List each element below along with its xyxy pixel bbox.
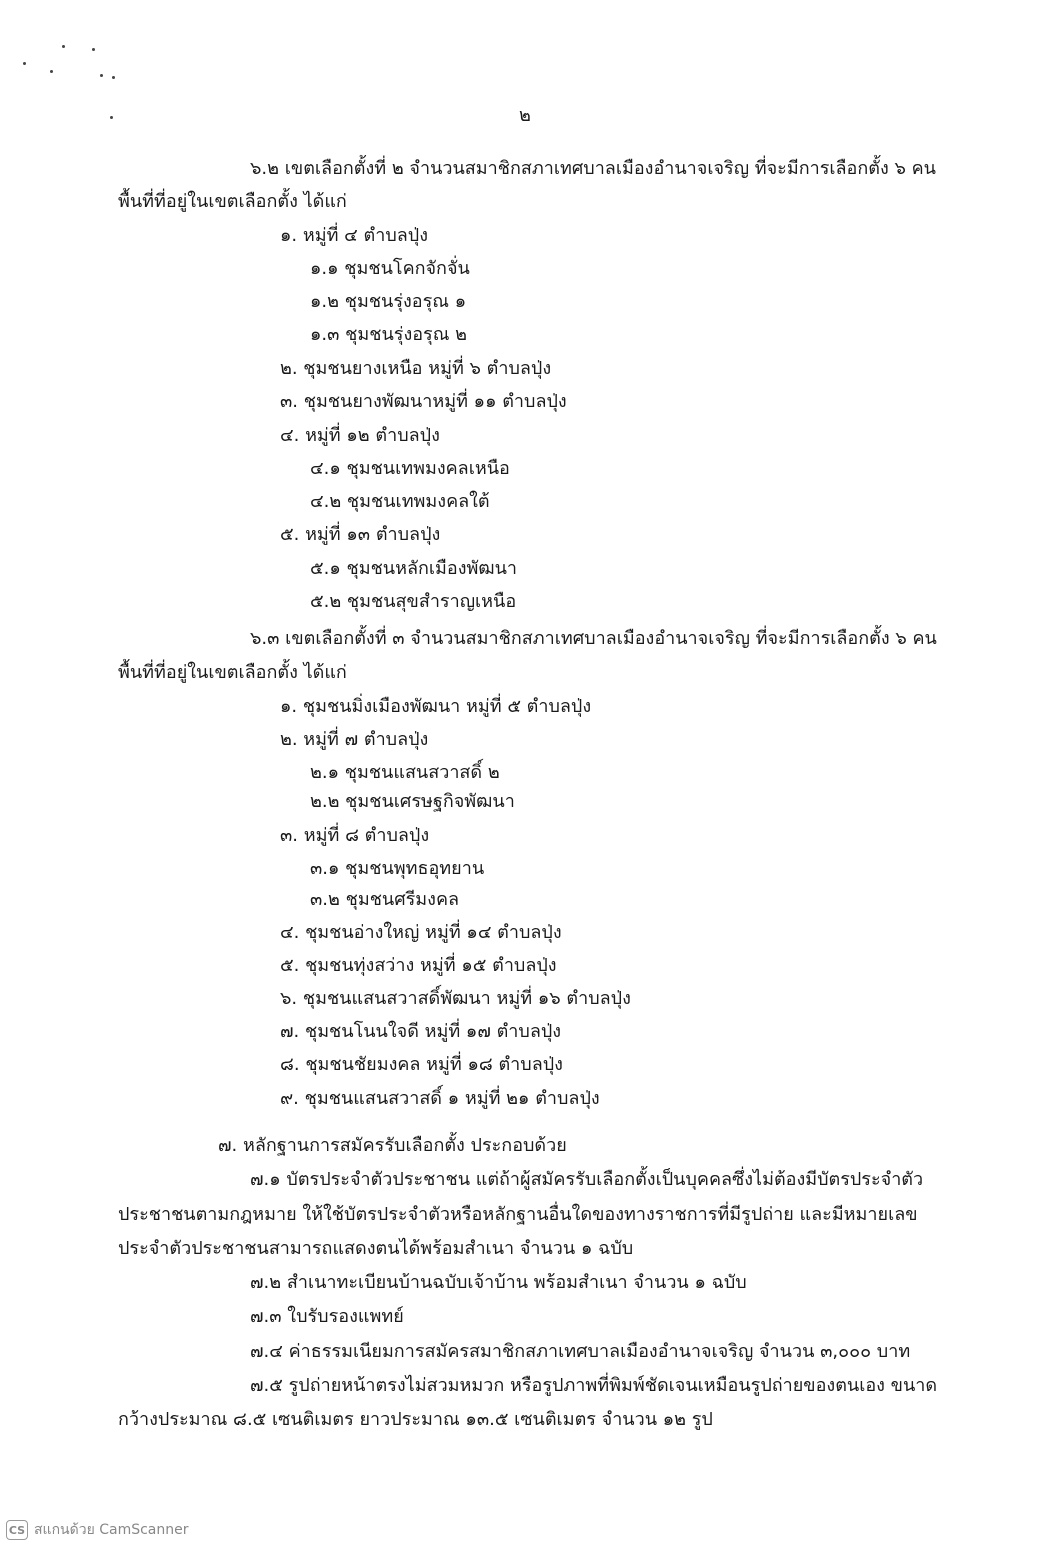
- item-7-5-line: ๗.๕ รูปถ่ายหน้าตรงไม่สวมหมวก หรือรูปภาพที่พิมพ์ชัดเจนเหมือนรูปถ่ายของตนเอง ขนาด: [250, 1375, 938, 1396]
- item-7-1-line: ประจำตัวประชาชนสามารถแสดงตนได้พร้อมสำเนา จำนวน ๑ ฉบับ: [118, 1238, 634, 1259]
- list-item: ๕.๒ ชุมชนสุขสำราญเหนือ: [310, 591, 517, 612]
- scan-speck: [23, 62, 26, 65]
- camscanner-watermark: [6, 1518, 189, 1542]
- scan-speck: [100, 74, 103, 77]
- item-7-4: ๗.๔ ค่าธรรมเนียมการสมัครสมาชิกสภาเทศบาลเมืองอำนาจเจริญ จำนวน ๓,๐๐๐ บาท: [250, 1341, 911, 1362]
- list-item: ๑.๑ ชุมชนโคกจักจั่น: [310, 258, 470, 279]
- watermark-text: สแกนด้วย CamScanner: [34, 1522, 189, 1538]
- item-7-1-line: ประชาชนตามกฎหมาย ให้ใช้บัตรประจำตัวหรือหลักฐานอื่นใดของทางราชการที่มีรูปถ่าย และมีหมายเลข: [118, 1204, 918, 1225]
- list-item: ๓. ชุมชนยางพัฒนาหมู่ที่ ๑๑ ตำบลปุ่ง: [280, 391, 567, 412]
- scan-speck: [92, 48, 95, 51]
- scan-speck: [62, 45, 65, 48]
- list-item: ๒.๑ ชุมชนแสนสวาสดิ์ ๒: [310, 762, 500, 783]
- list-item: ๔.๑ ชุมชนเทพมงคลเหนือ: [310, 458, 510, 479]
- list-item: ๑.๒ ชุมชนรุ่งอรุณ ๑: [310, 291, 467, 312]
- list-item: ๒.๒ ชุมชนเศรษฐกิจพัฒนา: [310, 791, 515, 812]
- scan-speck: [50, 70, 53, 73]
- list-item: ๔. หมู่ที่ ๑๒ ตำบลปุ่ง: [280, 425, 440, 446]
- list-item: ๑. ชุมชนมิ่งเมืองพัฒนา หมู่ที่ ๕ ตำบลปุ่ง: [280, 696, 592, 717]
- item-7-3: ๗.๓ ใบรับรองแพทย์: [250, 1306, 404, 1327]
- section-6-2-heading: ๖.๒ เขตเลือกตั้งที่ ๒ จำนวนสมาชิกสภาเทศบาลเมืองอำนาจเจริญ ที่จะมีการเลือกตั้ง ๖ คน: [250, 158, 936, 179]
- list-item: ๔.๒ ชุมชนเทพมงคลใต้: [310, 491, 490, 512]
- camscanner-logo-icon: CS: [6, 1520, 28, 1540]
- list-item: ๑.๓ ชุมชนรุ่งอรุณ ๒: [310, 324, 467, 345]
- list-item: ๕. ชุมชนทุ่งสว่าง หมู่ที่ ๑๕ ตำบลปุ่ง: [280, 955, 557, 976]
- section-7-heading: ๗. หลักฐานการสมัครรับเลือกตั้ง ประกอบด้วย: [218, 1135, 567, 1156]
- section-6-3-area-label: พื้นที่ที่อยู่ในเขตเลือกตั้ง ได้แก่: [118, 662, 347, 683]
- page-number: ๒: [519, 105, 531, 126]
- section-6-3-heading: ๖.๓ เขตเลือกตั้งที่ ๓ จำนวนสมาชิกสภาเทศบาลเมืองอำนาจเจริญ ที่จะมีการเลือกตั้ง ๖ คน: [250, 628, 937, 649]
- list-item: ๕. หมู่ที่ ๑๓ ตำบลปุ่ง: [280, 524, 441, 545]
- list-item: ๔. ชุมชนอ่างใหญ่ หมู่ที่ ๑๔ ตำบลปุ่ง: [280, 922, 562, 943]
- scan-speck: [112, 76, 115, 79]
- item-7-2: ๗.๒ สำเนาทะเบียนบ้านฉบับเจ้าบ้าน พร้อมสำเนา จำนวน ๑ ฉบับ: [250, 1272, 747, 1293]
- list-item: ๓.๑ ชุมชนพุทธอุทยาน: [310, 858, 485, 879]
- list-item: ๙. ชุมชนแสนสวาสดิ์ ๑ หมู่ที่ ๒๑ ตำบลปุ่ง: [280, 1088, 600, 1109]
- list-item: ๘. ชุมชนชัยมงคล หมู่ที่ ๑๘ ตำบลปุ่ง: [280, 1054, 563, 1075]
- list-item: ๒. หมู่ที่ ๗ ตำบลปุ่ง: [280, 729, 429, 750]
- list-item: ๓. หมู่ที่ ๘ ตำบลปุ่ง: [280, 825, 430, 846]
- list-item: ๒. ชุมชนยางเหนือ หมู่ที่ ๖ ตำบลปุ่ง: [280, 358, 552, 379]
- section-6-2-area-label: พื้นที่ที่อยู่ในเขตเลือกตั้ง ได้แก่: [118, 191, 347, 212]
- item-7-1-line: ๗.๑ บัตรประจำตัวประชาชน แต่ถ้าผู้สมัครรับเลือกตั้งเป็นบุคคลซึ่งไม่ต้องมีบัตรประจำตัว: [250, 1169, 924, 1190]
- list-item: ๗. ชุมชนโนนใจดี หมู่ที่ ๑๗ ตำบลปุ่ง: [280, 1021, 562, 1042]
- item-7-5-line: กว้างประมาณ ๘.๕ เซนติเมตร ยาวประมาณ ๑๓.๕ เซนติเมตร จำนวน ๑๒ รูป: [118, 1409, 713, 1430]
- list-item: ๑. หมู่ที่ ๔ ตำบลปุ่ง: [280, 225, 428, 246]
- list-item: ๓.๒ ชุมชนศรีมงคล: [310, 889, 460, 910]
- list-item: ๕.๑ ชุมชนหลักเมืองพัฒนา: [310, 558, 518, 579]
- list-item: ๖. ชุมชนแสนสวาสดิ์พัฒนา หมู่ที่ ๑๖ ตำบลปุ่ง: [280, 988, 631, 1009]
- scan-speck: [110, 116, 113, 119]
